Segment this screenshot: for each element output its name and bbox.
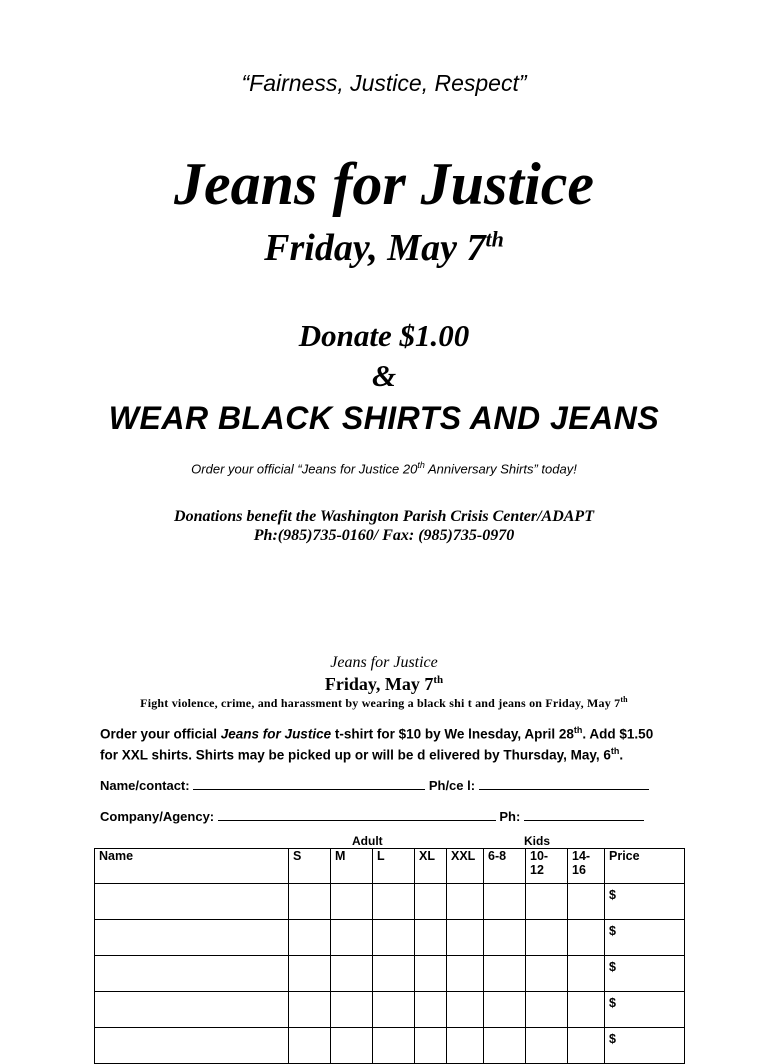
event-date [0,226,768,270]
column-header: L [373,849,415,884]
order-line-text-end: Anniversary Shirts” today! [424,461,577,477]
column-header: Price [605,849,685,884]
column-header: 6-8 [484,849,526,884]
fight-line-suffix: th [620,695,628,704]
order-cell[interactable] [95,992,289,1028]
order-cell[interactable] [526,884,568,920]
contact-phone-line: Ph:(985)735-0160/ Fax: (985)735-0970 [253,527,515,544]
form-title: Jeans for Justice [330,654,438,671]
company-blank[interactable] [218,810,496,821]
order-cell[interactable] [568,992,605,1028]
order-cell[interactable] [447,956,484,992]
ampersand: & [371,358,397,393]
price-cell[interactable]: $ [605,1028,685,1064]
order-line-sup: th [417,460,425,470]
instr-sup-1: th [573,725,583,735]
name-contact-label: Name/contact: [100,778,190,793]
company-field[interactable] [100,809,644,824]
instr-italic: Jeans for Justice [220,726,332,742]
order-cell[interactable] [447,992,484,1028]
donate-amount: Donate $1.00 [298,318,470,353]
order-cell[interactable] [331,884,373,920]
order-cell[interactable] [289,884,331,920]
column-header: 14- 16 [568,849,605,884]
order-cell[interactable] [415,956,447,992]
column-header: 10- 12 [526,849,568,884]
table-body [95,884,685,1064]
name-contact-blank[interactable] [193,779,425,790]
order-cell[interactable] [526,956,568,992]
order-cell[interactable] [484,992,526,1028]
column-header: XL [415,849,447,884]
order-cell[interactable] [289,956,331,992]
company-label: Company/Agency: [100,809,215,824]
order-cell[interactable] [289,920,331,956]
event-date-suffix: th [485,226,504,252]
order-cell[interactable] [526,1028,568,1064]
ph-label: Ph: [499,809,521,824]
order-cell[interactable] [526,992,568,1028]
ph-blank[interactable] [524,810,644,821]
tagline: “Fairness, Justice, Respect” [241,70,527,96]
price-cell[interactable]: $ [605,920,685,956]
order-line-text: Order your official “Jeans for Justice 20 [191,461,418,477]
column-header: XXL [447,849,484,884]
phcell-blank[interactable] [479,779,649,790]
form-fight-line [0,695,768,711]
order-cell[interactable] [568,884,605,920]
order-cell[interactable] [289,1028,331,1064]
benefit-notice [0,507,768,545]
order-shirts-line [0,460,768,476]
table-row [95,992,685,1028]
order-cell[interactable] [484,956,526,992]
instr-sup-2: th [610,745,620,756]
order-cell[interactable] [568,956,605,992]
form-instructions [100,722,660,763]
wear-heading: WEAR BLACK SHIRTS AND JEANS [108,400,660,436]
column-header: S [289,849,331,884]
page-title: Jeans for Justice [174,151,594,217]
column-header: M [331,849,373,884]
order-cell[interactable] [331,1028,373,1064]
order-cell[interactable] [331,992,373,1028]
order-cell[interactable] [447,884,484,920]
order-cell[interactable] [415,920,447,956]
instr-text-c: . Add $1.50 for XXL shirts. Shirts may be picked up or will be d elivered by Thursday, May, 6 [100,726,654,762]
price-cell[interactable]: $ [605,884,685,920]
order-cell[interactable] [373,884,415,920]
order-cell[interactable] [373,920,415,956]
adult-header: Adult [352,834,383,848]
order-cell[interactable] [447,1028,484,1064]
order-cell[interactable] [331,956,373,992]
order-cell[interactable] [95,920,289,956]
column-header: Name [95,849,289,884]
fight-line-text: Fight violence, crime, and harassment by wearing a black shi t and jeans on Friday, May 7 [140,696,621,710]
instr-text-d: . [619,747,624,762]
instr-text-b: t-shirt for $10 by We lnesday, April 28 [331,726,574,742]
order-cell[interactable] [484,884,526,920]
order-cell[interactable] [331,920,373,956]
benefit-line: Donations benefit the Washington Parish Crisis Center/ADAPT [174,508,594,525]
kids-header: Kids [524,834,551,848]
form-date [0,674,768,695]
instr-text: Order your official [100,726,221,742]
order-cell[interactable] [95,1028,289,1064]
order-cell[interactable] [373,956,415,992]
order-cell[interactable] [484,920,526,956]
order-cell[interactable] [568,920,605,956]
order-cell[interactable] [373,1028,415,1064]
order-cell[interactable] [526,920,568,956]
table-row [95,884,685,920]
price-cell[interactable]: $ [605,956,685,992]
table-row [95,920,685,956]
order-cell[interactable] [289,992,331,1028]
order-cell[interactable] [373,992,415,1028]
order-cell[interactable] [415,1028,447,1064]
table-header-row [95,849,685,884]
form-date-text: Friday, May 7 [324,674,434,694]
order-cell[interactable] [95,884,289,920]
event-date-text: Friday, May 7 [264,227,486,269]
table-row [95,1028,685,1064]
order-cell[interactable] [415,884,447,920]
form-date-suffix: th [433,674,444,686]
name-contact-field[interactable] [100,778,649,793]
table-row [95,956,685,992]
order-cell[interactable] [484,1028,526,1064]
order-cell[interactable] [95,956,289,992]
order-cell[interactable] [415,992,447,1028]
order-cell[interactable] [568,1028,605,1064]
phcell-label: Ph/ce l: [428,778,476,793]
order-table [94,848,685,1064]
order-cell[interactable] [447,920,484,956]
price-cell[interactable]: $ [605,992,685,1028]
